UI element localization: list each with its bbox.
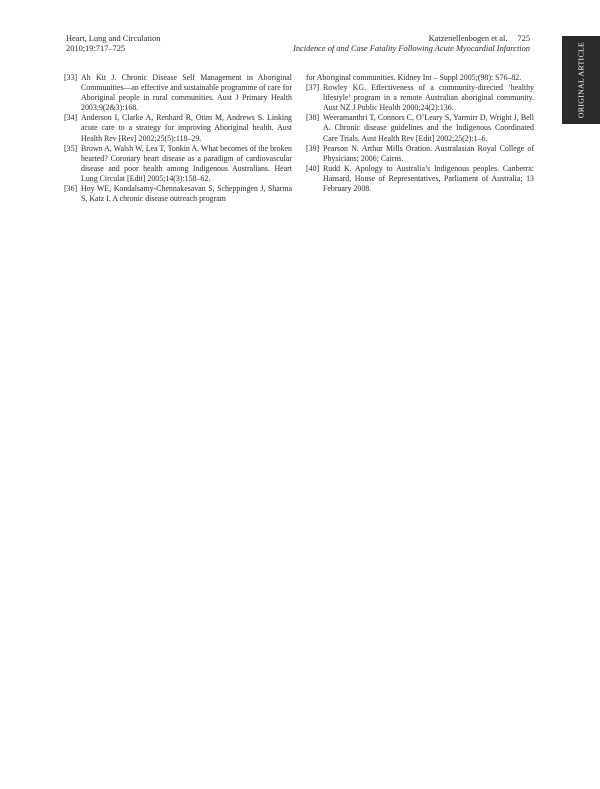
reference-number: [35]	[64, 143, 78, 153]
reference-text: Weeramanthri T, Connors C, O’Leary S, Yarmirr D, Wright J, Bell A. Chronic disease guidelines and the Indigenous Coordinated Care Trials. Aust Health Rev [Edit] 2002;25(2):1–6.	[323, 113, 534, 143]
reference-item	[306, 144, 534, 164]
reference-text: Pearson N. Arthur Mills Oration. Australasian Royal College of Physicians; 2006; Cairns.	[323, 143, 534, 163]
references-column-right	[306, 73, 534, 194]
reference-item	[306, 83, 534, 113]
reference-item	[306, 113, 534, 143]
reference-item	[64, 144, 292, 184]
running-header-left	[66, 34, 160, 54]
reference-number: [34]	[64, 113, 78, 123]
journal-name: Heart, Lung and Circulation	[66, 34, 161, 43]
reference-text: Ah Kit J. Chronic Disease Self Management in Aboriginal Communities—an effective and sustainable programme of care for Aboriginal people in rural communities. Aust J Primary Health 2003;9(2&3):168.	[81, 73, 292, 113]
reference-number: [38]	[306, 113, 320, 123]
reference-number: [37]	[306, 83, 320, 93]
reference-text: Hoy WE, Kondalsamy-Chennakesavan S, Scheppingen J, Sharma S, Katz I. A chronic disease outreach program	[81, 184, 292, 204]
reference-text: Rudd K. Apology to Australia’s Indigenous peoples. Canberra: Hansard, House of Representatives, Parliament of Australia; 13 February 2008.	[323, 163, 534, 194]
header-authors: Katzenellenbogen et al.	[428, 34, 508, 43]
page-number: 725	[517, 34, 530, 43]
section-tab-label: ORIGINAL ARTICLE	[576, 41, 586, 119]
reference-number: [40]	[306, 163, 320, 173]
reference-item	[64, 113, 292, 143]
reference-item	[64, 73, 292, 113]
reference-item	[306, 164, 534, 194]
reference-text: Anderson I, Clarke A, Renhard R, Otim M, Andrews S. Linking acute care to a strategy for improving Aboriginal health. Aust Health Rev [Rev] 2002;25(5):118–29.	[81, 113, 292, 143]
reference-number: [33]	[64, 73, 78, 82]
reference-text: Rowley KG. Effectiveness of a community-directed ‘healthy lifestyle’ program in a remote Australian aboriginal community. Aust NZ J Public Health 2000;24(2):136.	[323, 83, 534, 113]
article-title: Incidence of and Case Fatality Following Acute Myocardial Infarction	[293, 43, 530, 53]
reference-number: [39]	[306, 143, 320, 153]
reference-number: [36]	[64, 184, 78, 194]
reference-item	[64, 184, 292, 204]
running-header-right	[293, 34, 530, 54]
section-tab	[562, 36, 600, 124]
reference-continuation: for Aboriginal communities. Kidney Int – Suppl 2005;(98): S76–82.	[306, 73, 522, 82]
journal-citation: 2010;19:717–725	[66, 43, 126, 53]
references-column-left	[64, 73, 292, 204]
reference-text: Brown A, Walsh W, Lea T, Tonkin A. What becomes of the broken hearted? Coronary heart disease as a paradigm of cardiovascular disease and poor health among Indigenous Australians. Heart Lung Circulat [Edit] 2005;14(3):158–62.	[81, 143, 292, 183]
